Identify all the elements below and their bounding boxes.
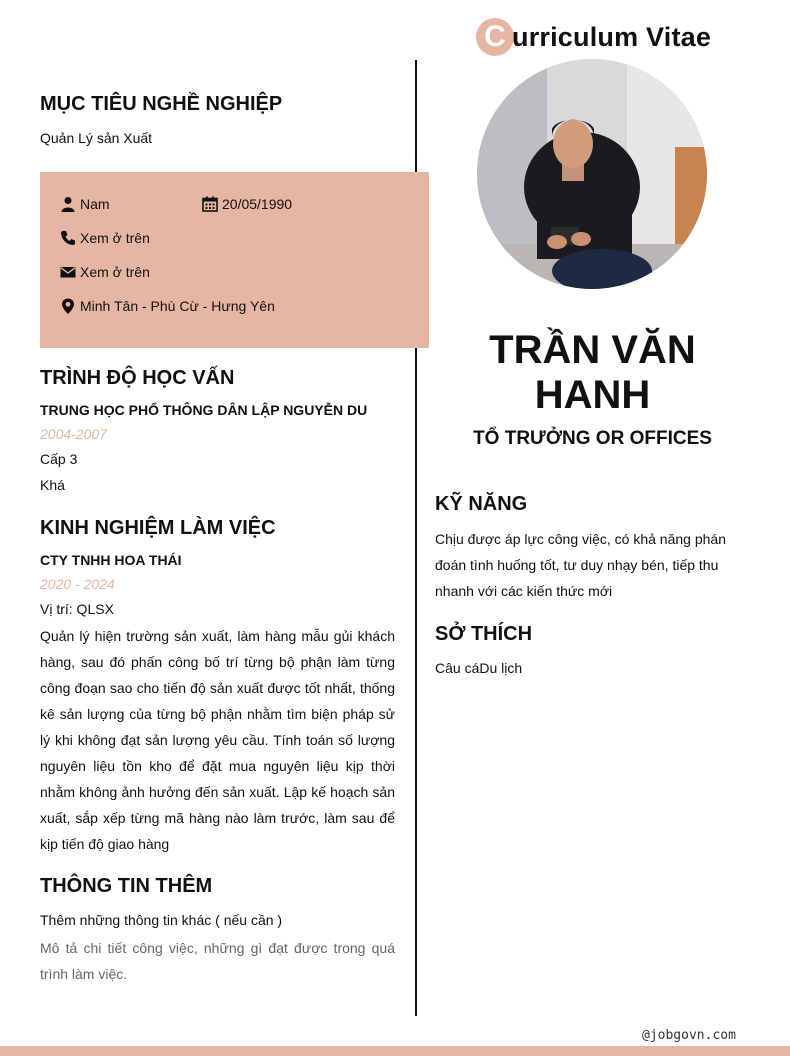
education-grade: Khá xyxy=(40,477,65,493)
cv-logo xyxy=(476,16,711,58)
phone-value: Xem ở trên xyxy=(80,230,150,246)
personal-info-box xyxy=(40,172,429,348)
additional-info-heading: THÔNG TIN THÊM xyxy=(40,875,213,897)
hobbies-heading: SỞ THÍCH xyxy=(435,623,533,645)
additional-info-line2: Mô tả chi tiết công việc, những gì đạt được trong quá trình làm việc. xyxy=(40,940,395,982)
skills-heading: KỸ NĂNG xyxy=(435,493,528,515)
experience-years: 2020 - 2024 xyxy=(40,576,115,592)
objective-text: Quản Lý sản Xuất xyxy=(40,130,153,146)
education-heading: TRÌNH ĐỘ HỌC VẤN xyxy=(40,367,235,389)
calendar-icon xyxy=(202,196,218,212)
birthdate-item xyxy=(202,196,292,212)
email-item xyxy=(60,264,150,280)
experience-position: Vị trí: QLSX xyxy=(40,601,114,617)
education-school: TRUNG HỌC PHỔ THÔNG DÂN LẬP NGUYỄN DU xyxy=(40,402,368,418)
phone-item xyxy=(60,230,150,246)
experience-description: Quản lý hiện trường sản xuất, làm hàng mẫu gủi khách hàng, sau đó phấn công bố trí từng bộ phận làm từng công đoạn sao cho tiến độ sản xuất được tốt nhất, thống kê sản lượng của từng bộ phận nhằm tìm biện pháp sử lý khi không đạt sản lượng yêu cầu. Tính toán số lượng nguyên liệu tồn kho để đặt mua nguyên liệu kịp thời nhằm không ảnh hưởng đến sản xuất. Lập kế hoạch sản xuất, sắp xếp từng mã hàng nào làm trước, làm sau để kịp tiến độ giao hàng xyxy=(40,628,395,852)
email-value: Xem ở trên xyxy=(80,264,150,280)
candidate-name: TRẦN VĂN HANH xyxy=(489,328,696,417)
profile-photo xyxy=(477,59,707,289)
gender-item xyxy=(60,196,110,212)
mail-icon xyxy=(60,264,76,280)
experience-company: CTY TNHH HOA THÁI xyxy=(40,552,182,568)
education-years: 2004-2007 xyxy=(40,426,107,442)
gender-value: Nam xyxy=(80,196,110,212)
hobbies-text: Câu cáDu lịch xyxy=(435,660,523,676)
phone-icon xyxy=(60,230,76,246)
experience-heading: KINH NGHIỆM LÀM VIỆC xyxy=(40,517,276,539)
footer-brand: @jobgovn.com xyxy=(642,1028,736,1043)
logo-letter: C xyxy=(476,18,514,56)
person-icon xyxy=(60,196,76,212)
logo-text: urriculum Vitae xyxy=(512,21,712,52)
footer-bar xyxy=(0,1046,790,1056)
additional-info-line1: Thêm những thông tin khác ( nếu cần ) xyxy=(40,912,283,928)
candidate-job-title: TỔ TRƯỞNG OR OFFICES xyxy=(473,428,712,449)
profile-photo-image xyxy=(477,59,707,289)
location-pin-icon xyxy=(60,298,76,314)
skills-text: Chịu được áp lực công việc, có khả năng phán đoán tình huống tốt, tư duy nhạy bén, tiếp thu nhanh với các kiến thức mới xyxy=(435,531,726,599)
birthdate-value: 20/05/1990 xyxy=(222,196,293,212)
education-level: Cấp 3 xyxy=(40,451,78,467)
objective-heading: MỤC TIÊU NGHỀ NGHIỆP xyxy=(40,93,283,115)
address-item xyxy=(60,298,275,314)
address-value: Minh Tân - Phù Cừ - Hưng Yên xyxy=(80,298,275,314)
